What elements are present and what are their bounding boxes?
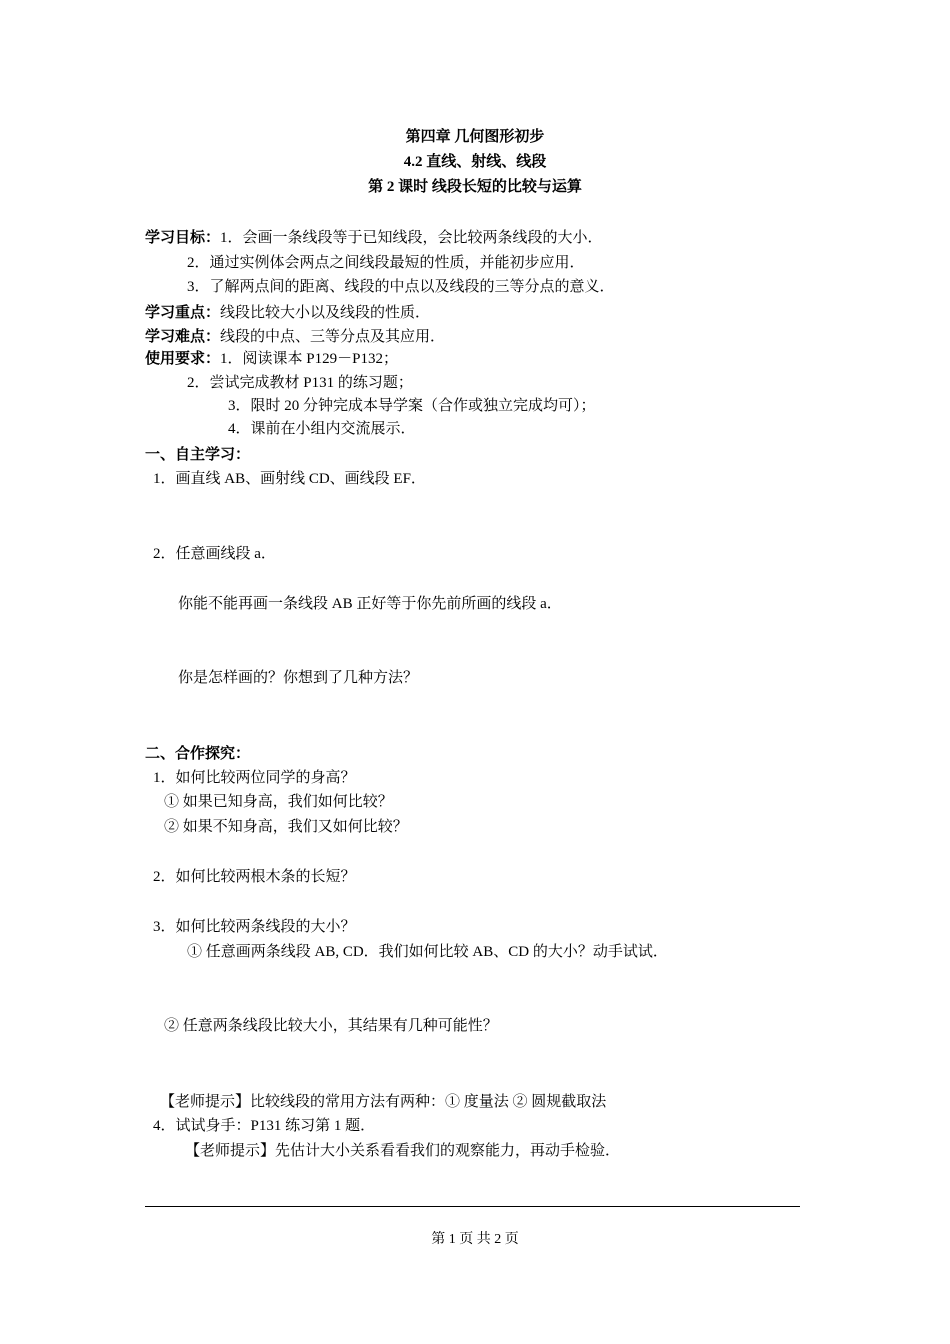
- objective-item: 3．了解两点间的距离、线段的中点以及线段的三等分点的意义．: [187, 279, 615, 295]
- key-point-label: 学习重点：: [145, 305, 221, 321]
- key-point-line: [145, 303, 430, 323]
- section1-heading: 一、自主学习：: [145, 447, 251, 463]
- difficulty-line: [145, 327, 445, 347]
- objective-item: 1．会画一条线段等于已知线段，会比较两条线段的大小．: [220, 230, 603, 246]
- objectives-line-1: [145, 228, 603, 248]
- section2-heading: 二、合作探究：: [145, 746, 251, 762]
- objectives-label: 学习目标：: [145, 230, 221, 246]
- section1-question-2: 2．任意画线段 a．: [153, 546, 276, 562]
- section-title: 4.2 直线、射线、线段: [403, 154, 547, 170]
- section1-question-1: 1．画直线 AB、画射线 CD、画线段 EF．: [153, 471, 426, 487]
- requirement-item: 3．限时 20 分钟完成本导学案（合作或独立完成均可）；: [228, 398, 596, 414]
- objective-item: 2．通过实例体会两点之间线段最短的性质，并能初步应用．: [187, 255, 585, 271]
- section2-question-3a: ① 任意画两条线段 AB, CD．我们如何比较 AB、CD 的大小？动手试试．: [187, 944, 668, 960]
- requirements-line-1: [145, 349, 398, 369]
- requirement-item: 2．尝试完成教材 P131 的练习题；: [187, 375, 413, 391]
- section2-question-2: 2．如何比较两根木条的长短？: [153, 869, 356, 885]
- key-point-text: 线段比较大小以及线段的性质．: [220, 305, 431, 321]
- requirements-label: 使用要求：: [145, 351, 221, 367]
- section2-question-3b: ② 任意两条线段比较大小，其结果有几种可能性？: [164, 1018, 498, 1034]
- requirement-item: 4．课前在小组内交流展示．: [228, 421, 416, 437]
- section1-question-2b: 你是怎样画的？你想到了几种方法？: [178, 670, 419, 686]
- section2-question-1: 1．如何比较两位同学的身高？: [153, 770, 356, 786]
- difficulty-text: 线段的中点、三等分点及其应用．: [220, 329, 446, 345]
- section2-question-4: 4．试试身手：P131 练习第 1 题．: [153, 1118, 376, 1134]
- section2-question-1a: ① 如果已知身高，我们如何比较？: [164, 794, 393, 810]
- section1-question-2a: 你能不能再画一条线段 AB 正好等于你先前所画的线段 a．: [178, 596, 562, 612]
- teacher-tip-2: 【老师提示】先估计大小关系看看我们的观察能力，再动手检验．: [185, 1143, 621, 1159]
- page-number: 第 1 页 共 2 页: [431, 1232, 519, 1247]
- requirement-item: 1．阅读课本 P129－P132；: [220, 351, 398, 367]
- difficulty-label: 学习难点：: [145, 329, 221, 345]
- chapter-title: 第四章 几何图形初步: [405, 129, 545, 145]
- lesson-title: 第 2 课时 线段长短的比较与运算: [368, 179, 582, 195]
- section2-question-1b: ② 如果不知身高，我们又如何比较？: [164, 819, 408, 835]
- footer-divider: [145, 1206, 800, 1207]
- section2-question-3: 3．如何比较两条线段的大小？: [153, 919, 356, 935]
- teacher-tip-1: 【老师提示】比较线段的常用方法有两种：① 度量法 ② 圆规截取法: [160, 1094, 607, 1110]
